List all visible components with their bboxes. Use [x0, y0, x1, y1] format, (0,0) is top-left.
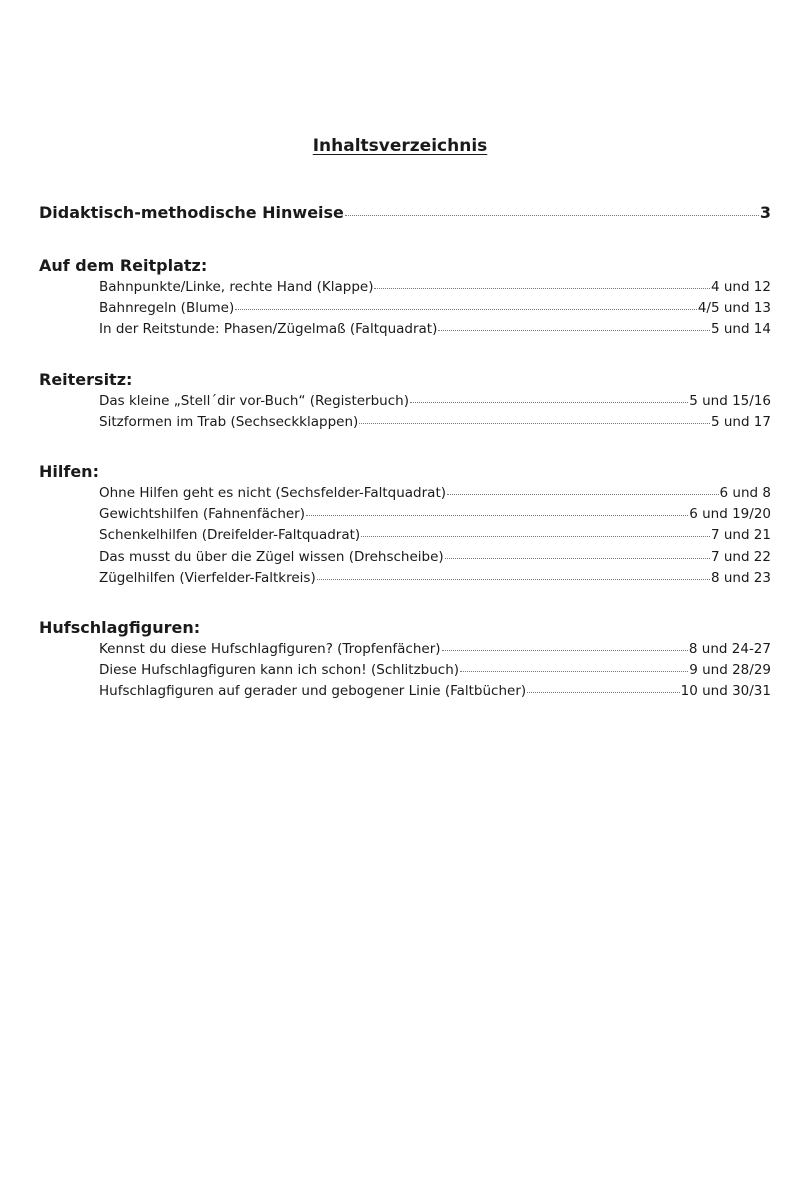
- page-title: Inhaltsverzeichnis: [312, 136, 488, 156]
- toc-entry: [99, 412, 771, 433]
- toc-entry-page: 4/5 und 13: [697, 300, 771, 317]
- section-heading: Hilfen:: [39, 461, 99, 481]
- toc-entry-label: Hufschlagfiguren auf gerader und gebogener Linie (Faltbücher): [99, 683, 527, 700]
- section-entries: [39, 391, 771, 433]
- dot-leader: [445, 558, 710, 559]
- toc-entry: [99, 639, 771, 660]
- toc-entry: [99, 319, 771, 340]
- dot-leader: [438, 330, 710, 331]
- toc-entry-page: 5 und 17: [710, 413, 771, 430]
- toc-entry-label: Sitzformen im Trab (Sechseckklappen): [99, 413, 359, 430]
- dot-leader: [359, 423, 710, 424]
- toc-entry-label: In der Reitstunde: Phasen/Zügelmaß (Faltquadrat): [99, 321, 438, 338]
- toc-entry-page: 8 und 24-27: [688, 640, 771, 657]
- toc-entry: [99, 525, 771, 546]
- toc-entry-label: Das musst du über die Zügel wissen (Drehscheibe): [99, 548, 444, 565]
- section-entries: [39, 639, 771, 703]
- toc-entry: [99, 298, 771, 319]
- toc-entry-label: Das kleine „Stell´dir vor-Buch“ (Registerbuch): [99, 392, 409, 409]
- toc-entry-page: 3: [759, 203, 771, 222]
- toc-entry-label: Kennst du diese Hufschlagfiguren? (Tropfenfächer): [99, 640, 441, 657]
- toc-entry: [99, 504, 771, 525]
- toc-entry-label: Didaktisch-methodische Hinweise: [39, 203, 344, 222]
- dot-leader: [460, 671, 688, 672]
- toc-entry-page: 5 und 15/16: [689, 392, 771, 409]
- toc-section: [39, 369, 771, 433]
- toc-entry-label: Zügelhilfen (Vierfelder-Faltkreis): [99, 569, 316, 586]
- section-heading: Auf dem Reitplatz:: [39, 256, 208, 275]
- dot-leader: [374, 288, 709, 289]
- toc-entry-intro: [39, 203, 771, 227]
- toc-entry-label: Schenkelhilfen (Dreifelder-Faltquadrat): [99, 527, 361, 544]
- toc-entry-page: 7 und 22: [710, 548, 771, 565]
- toc-entry: [99, 568, 771, 589]
- toc-entry: [99, 681, 771, 702]
- toc-entry-page: 6 und 19/20: [689, 506, 771, 523]
- dot-leader: [527, 692, 679, 693]
- toc-entry-page: 10 und 30/31: [680, 683, 771, 700]
- dot-leader: [306, 515, 688, 516]
- dot-leader: [235, 309, 697, 310]
- toc-entry: [99, 277, 771, 298]
- section-heading: Hufschlagfiguren:: [39, 617, 201, 637]
- table-of-contents: [39, 203, 771, 702]
- toc-section: [39, 255, 771, 341]
- toc-entry-page: 8 und 23: [710, 569, 771, 586]
- toc-entry-label: Ohne Hilfen geht es nicht (Sechsfelder-Faltquadrat): [99, 484, 446, 501]
- toc-entry-label: Diese Hufschlagfiguren kann ich schon! (Schlitzbuch): [99, 662, 460, 679]
- toc-entry: [99, 391, 771, 412]
- dot-leader: [345, 215, 759, 216]
- toc-entry-label: Bahnpunkte/Linke, rechte Hand (Klappe): [99, 279, 374, 295]
- toc-entry-page: 7 und 21: [710, 527, 771, 544]
- toc-entry: [99, 660, 771, 681]
- toc-entry-label: Bahnregeln (Blume): [99, 300, 235, 317]
- toc-section: [39, 461, 771, 589]
- section-entries: [39, 277, 771, 341]
- dot-leader: [442, 650, 688, 651]
- dot-leader: [410, 402, 688, 403]
- toc-entry-label: Gewichtshilfen (Fahnenfächer): [99, 506, 305, 523]
- section-heading: Reitersitz:: [39, 369, 133, 389]
- toc-entry-page: 5 und 14: [710, 321, 771, 338]
- section-entries: [39, 483, 771, 589]
- toc-entry-page: 6 und 8: [719, 484, 771, 501]
- dot-leader: [447, 494, 719, 495]
- dot-leader: [361, 536, 710, 537]
- toc-entry: [99, 547, 771, 568]
- toc-entry: [99, 483, 771, 504]
- toc-entry-page: 9 und 28/29: [689, 662, 771, 679]
- toc-section: [39, 617, 771, 703]
- dot-leader: [317, 579, 710, 580]
- toc-entry-page: 4 und 12: [710, 279, 771, 295]
